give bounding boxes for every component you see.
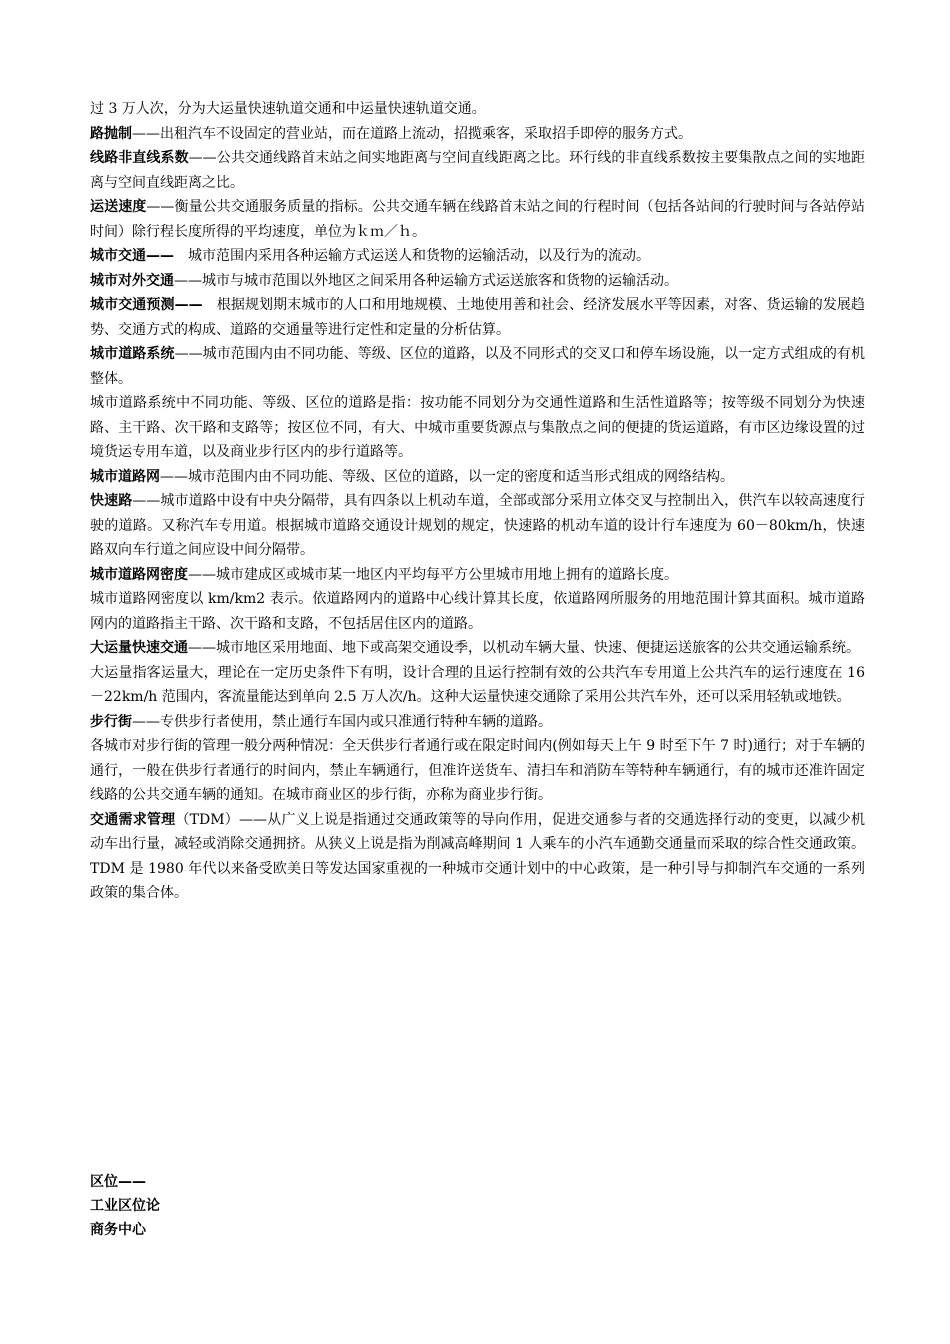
definition-text: 各城市对步行街的管理一般分两种情况：全天供步行者通行或在限定时间内(例如每天上午 9 时至下午 7 时)通行；对于车辆的通行，一般在供步行者通行的时间内，禁止车辆通行，但准许送货车、清扫车和消防车等特种车辆通行，有的城市还准许固定线路的公共交通车辆的通知。在城市商业区的步行街，亦称为商业步行街。: [90, 738, 865, 803]
term-label: 路抛制: [90, 125, 132, 142]
term-heading-business-center: 商务中心: [90, 1222, 146, 1238]
definition-text: ——城市范围内由不同功能、等级、区位的道路，以及不同形式的交叉口和停车场设施，以一定方式组成的有机整体。: [90, 346, 866, 387]
definition-text: ——城市范围内由不同功能、等级、区位的道路，以一定的密度和适当形式组成的网络结构。: [160, 468, 734, 485]
paragraph: [90, 563, 865, 588]
definition-text: 根据规划期末城市的人口和用地规模、土地使用善和社会、经济发展水平等因素，对客、货运输的发展趋势、交通方式的构成、道路的交通量等进行定性和定量的分析估算。: [90, 297, 866, 338]
paragraph: [90, 710, 865, 735]
term-label: 运送速度: [90, 199, 147, 215]
paragraph: [90, 808, 865, 906]
term-heading-location: 区位——: [90, 1174, 146, 1190]
paragraph: [90, 636, 865, 661]
term-label: 城市交通——: [90, 248, 174, 264]
term-label: 城市道路网: [90, 468, 160, 485]
paragraph: [90, 342, 865, 391]
definition-text: ——城市地区采用地面、地下或高架交通设季，以机动车辆大量、快速、便捷运送旅客的公共交通运输系统。: [188, 640, 860, 656]
paragraph: [90, 122, 865, 147]
paragraph: [90, 97, 865, 122]
definition-text: 过 3 万人次，分为大运量快速轨道交通和中运量快速轨道交通。: [90, 101, 486, 117]
definition-text: ——公共交通线路首末站之间实地距离与空间直线距离之比。环行线的非直线系数按主要集散点之间的实地距离与空间直线距离之比。: [90, 150, 866, 191]
term-label: 城市道路系统: [90, 346, 175, 362]
definition-text: ——衡量公共交通服务质量的指标。公共交通车辆在线路首末站之间的行程时间（包括各站间的行驶时间与各站停站时间）除行程长度所得的平均速度，单位为ｋｍ／ｈ。: [90, 199, 866, 240]
paragraph: [90, 391, 865, 465]
paragraph: [90, 734, 865, 808]
paragraph: [90, 146, 865, 195]
definition-text: 大运量指客运量大，理论在一定历史条件下有明，设计合理的且运行控制有效的公共汽车专用道上公共汽车的运行速度在 16－22km/h 范围内，客流量能达到单向 2.5 万人次/h。这种大运量快速交通除了采用公共汽车外，还可以采用轻轨或地铁。: [90, 664, 865, 705]
paragraph: [90, 244, 865, 269]
term-label: 线路非直线系数: [90, 150, 189, 166]
paragraph: [90, 587, 865, 636]
paragraph: [90, 269, 865, 294]
paragraph: [90, 195, 865, 244]
term-label: 步行街: [90, 713, 132, 730]
term-label: 城市对外交通: [90, 272, 174, 289]
definition-text: 城市道路系统中不同功能、等级、区位的道路是指：按功能不同划分为交通性道路和生活性道路等；按等级不同划分为快速路、主干路、次干路和支路等；按区位不同，有大、中城市重要货源点与集散点之间的便捷的货运道路，有市区边缘设置的过境货运专用车道，以及商业步行区内的步行道路等。: [90, 395, 865, 460]
paragraph: [90, 465, 865, 490]
definition-text: 城市范围内采用各种运输方式运送人和货物的运输活动，以及行为的流动。: [174, 248, 650, 264]
paragraph: [90, 489, 865, 563]
term-label: 快速路: [90, 493, 133, 509]
term-list: [90, 1170, 490, 1242]
paragraph: [90, 661, 865, 710]
term-label: 城市道路网密度: [90, 566, 188, 583]
definition-text: （TDM）——从广义上说是指通过交通政策等的导向作用，促进交通参与者的交通选择行动的变更，以减少机动车出行量，减轻或消除交通拥挤。从狭义上说是指为削减高峰期间 1 人乘车的小汽车通勤交通量而采取的综合性交通政策。TDM 是 1980 年代以来备受欧美日等发达国家重视的一种城市交通计划中的中心政策，是一种引导与抑制汽车交通的一系列政策的集合体。: [90, 811, 866, 901]
paragraph: [90, 293, 865, 342]
definition-text: ——城市建成区或城市某一地区内平均每平方公里城市用地上拥有的道路长度。: [188, 566, 678, 583]
definition-text: ——城市与城市范围以外地区之间采用各种运输方式运送旅客和货物的运输活动。: [174, 272, 678, 289]
term-label: 城市交通预测——: [90, 297, 203, 313]
document-body: [90, 97, 865, 906]
term-label: 交通需求管理: [90, 811, 176, 828]
definition-text: ——专供步行者使用，禁止通行车国内或只准通行特种车辆的道路。: [132, 713, 552, 730]
term-label: 大运量快速交通: [90, 640, 188, 656]
definition-text: 城市道路网密度以 km/km2 表示。依道路网内的道路中心线计算其长度，依道路网所服务的用地范围计算其面积。城市道路网内的道路指主干路、次干路和支路，不包括居住区内的道路。: [90, 591, 865, 632]
term-heading-industrial-location-theory: 工业区位论: [90, 1198, 160, 1214]
definition-text: ——城市道路中设有中央分隔带，具有四条以上机动车道，全部或部分采用立体交叉与控制出入，供汽车以较高速度行驶的道路。又称汽车专用道。根据城市道路交通设计规划的规定，快速路的机动车道的设计行车速度为 60－80km/h，快速路双向车行道之间应设中间分隔带。: [90, 493, 866, 558]
definition-text: ——出租汽车不设固定的营业站，而在道路上流动，招揽乘客，采取招手即停的服务方式。: [132, 125, 692, 142]
